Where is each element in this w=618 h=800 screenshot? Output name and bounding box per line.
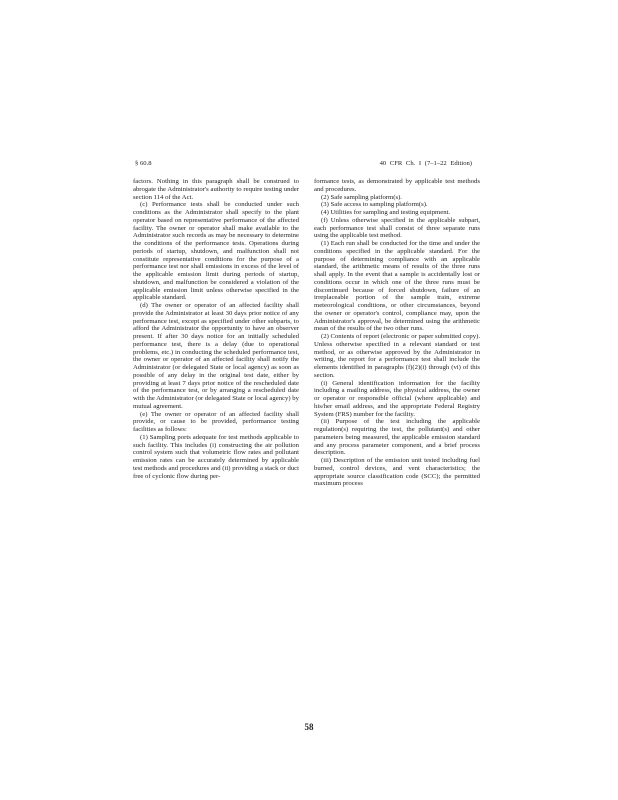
paragraph: formance tests, as demonstrated by applicable test methods and procedures. [314,178,480,193]
running-header [135,159,484,169]
paragraph: (f) Unless otherwise specified in the applicable subpart, each performance test shall consist of three separate runs using the applicable test method. [314,216,480,240]
paragraph: (4) Utilities for sampling and testing equipment. [321,209,451,216]
page-number: 58 [304,722,314,732]
section-number: § 60.8 [135,160,152,167]
paragraph: (2) Safe sampling platform(s). [321,193,402,201]
right-column [314,178,480,488]
paragraph: (i) General identification information for the facility including a mailing address, the physical address, the owner or operator or responsible official (where applicable) and his/her email address, and the appropriate Federal Registry System (FRS) number for the facility. [314,379,480,418]
cfr-title: 40 CFR Ch. I (7–1–22 Edition) [379,160,472,167]
paragraph: (e) The owner or operator of an affected facility shall provide, or cause to be provided, performance testing facilities as follows: [133,410,299,433]
paragraph: (c) Performance tests shall be conducted under such conditions as the Administrator shall specify to the plant operator based on representative performance of the affected facility. The owner or operator shall make available to the Administrator such records as may be necessary to determine the conditions of the performance tests. Operations during periods of startup, shutdown, and malfunction shall not constitute representative conditions for the purpose of a performance test nor shall emissions in excess of the level of the applicable emission limit during periods of startup, shutdown, and malfunction be considered a violation of the applicable emission limit unless otherwise specified in the applicable standard. [133,201,299,302]
paragraph: (1) Sampling ports adequate for test methods applicable to such facility. This includes (i) constructing the air pollution control system such that volumetric flow rates and pollutant emission rates can be accurately determined by applicable test methods and procedures and (ii) providing a stack or duct free of cyclonic flow during per- [133,433,299,480]
paragraph: (1) Each run shall be conducted for the time and under the conditions specified in the applicable standard. For the purpose of determining compliance with an applicable standard, the arithmetic means of results of the three runs shall apply. In the event that a sample is accidentally lost or conditions occur in which one of the three runs must be discontinued because of forced shutdown, failure of an irreplaceable portion of the sample train, extreme meteorological conditions, or other circumstances, beyond the owner or operator's control, compliance may, upon the Administrator's approval, be determined using the arithmetic mean of the results of the two other runs. [314,240,480,333]
paragraph: factors. Nothing in this paragraph shall be construed to abrogate the Administrator's authority to require testing under section 114 of the Act. [133,178,299,201]
paragraph: (ii) Purpose of the test including the applicable regulation(s) requiring the test, the pollutant(s) and other parameters being measured, the applicable emission standard and any process parameter component, and a brief process description. [314,418,480,457]
paragraph: (3) Safe access to sampling platform(s). [321,201,428,209]
paragraph: (iii) Description of the emission unit tested including fuel burned, control devices, and vent characteristics; the appropriate source classification code (SCC); the permitted maximum process [314,457,480,488]
paragraph: (2) Contents of report (electronic or paper submitted copy). Unless otherwise specified in a relevant standard or test method, or as otherwise approved by the Administrator in writing, the report for a performance test shall include the elements identified in paragraphs (f)(2)(i) through (vi) of this section. [314,333,480,379]
paragraph: (d) The owner or operator of an affected facility shall provide the Administrator at least 30 days prior notice of any performance test, except as specified under other subparts, to afford the Administrator the opportunity to have an observer present. If after 30 days notice for an initially scheduled performance test, there is a delay (due to operational problems, etc.) in conducting the scheduled performance test, the owner or operator of an affected facility shall notify the Administrator (or delegated State or local agency) as soon as possible of any delay in the original test date, either by providing at least 7 days prior notice of the rescheduled date of the performance test, or by arranging a rescheduled date with the Administrator (or delegated State or local agency) by mutual agreement. [133,302,299,410]
left-column [133,178,299,480]
